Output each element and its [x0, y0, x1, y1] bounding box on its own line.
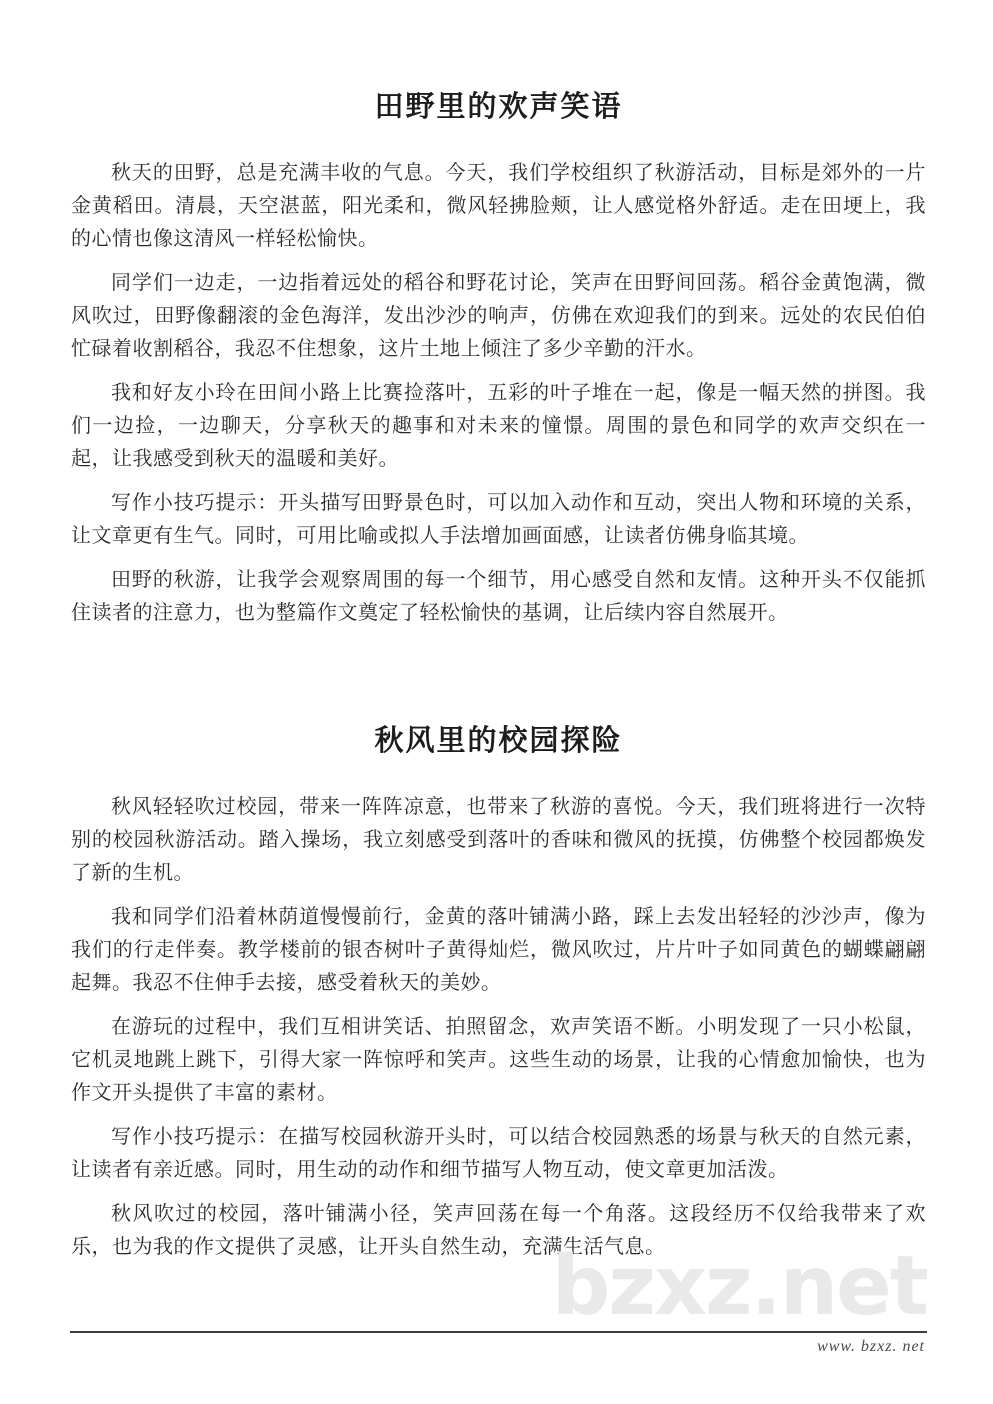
essay-2-paragraph-2: 我和同学们沿着林荫道慢慢前行，金黄的落叶铺满小路，踩上去发出轻轻的沙沙声，像为我们的行走伴奏。教学楼前的银杏树叶子黄得灿烂，微风吹过，片片叶子如同黄色的蝴蝶翩翩起舞。我忍不住伸手去接，感受着秋天的美妙。 — [71, 906, 926, 994]
essay-2-title: 秋风里的校园探险 — [374, 725, 623, 757]
essay-2-paragraph-1: 秋风轻轻吹过校园，带来一阵阵凉意，也带来了秋游的喜悦。今天，我们班将进行一次特别的校园秋游活动。踏入操场，我立刻感受到落叶的香味和微风的抚摸，仿佛整个校园都焕发了新的生机。 — [71, 796, 926, 884]
footer-url: www. bzxz. net — [817, 1338, 925, 1355]
essay-2-paragraph-3: 在游玩的过程中，我们互相讲笑话、拍照留念，欢声笑语不断。小明发现了一只小松鼠，它机灵地跳上跳下，引得大家一阵惊呼和笑声。这些生动的场景，让我的心情愈加愉快，也为作文开头提供了丰富的素材。 — [71, 1016, 926, 1104]
watermark-text: bzxz.net — [551, 1239, 927, 1334]
footer-divider — [70, 1331, 927, 1333]
essay-1-paragraph-4: 写作小技巧提示：开头描写田野景色时，可以加入动作和互动，突出人物和环境的关系，让文章更有生气。同时，可用比喻或拟人手法增加画面感，让读者仿佛身临其境。 — [71, 492, 926, 547]
essay-1-paragraph-3: 我和好友小玲在田间小路上比赛捡落叶，五彩的叶子堆在一起，像是一幅天然的拼图。我们一边捡，一边聊天，分享秋天的趣事和对未来的憧憬。周围的景色和同学的欢声交织在一起，让我感受到秋天的温暖和美好。 — [71, 382, 926, 470]
essay-1-title: 田野里的欢声笑语 — [374, 91, 623, 123]
essay-field-joy — [71, 84, 926, 630]
essay-2-paragraph-4: 写作小技巧提示：在描写校园秋游开头时，可以结合校园熟悉的场景与秋天的自然元素，让读者有亲近感。同时，用生动的动作和细节描写人物互动，使文章更加活泼。 — [71, 1126, 926, 1181]
page-content — [71, 0, 926, 1275]
essay-1-paragraph-5: 田野的秋游，让我学会观察周围的每一个细节，用心感受自然和友情。这种开头不仅能抓住读者的注意力，也为整篇作文奠定了轻松愉快的基调，让后续内容自然展开。 — [71, 569, 926, 624]
essay-1-paragraph-2: 同学们一边走，一边指着远处的稻谷和野花讨论，笑声在田野间回荡。稻谷金黄饱满，微风吹过，田野像翻滚的金色海洋，发出沙沙的响声，仿佛在欢迎我们的到来。远处的农民伯伯忙碌着收割稻谷，我忍不住想象，这片土地上倾注了多少辛勤的汗水。 — [71, 272, 926, 360]
essay-campus-adventure — [71, 718, 926, 1264]
essay-2-paragraph-5: 秋风吹过的校园，落叶铺满小径，笑声回荡在每一个角落。这段经历不仅给我带来了欢乐，也为我的作文提供了灵感，让开头自然生动，充满生活气息。 — [71, 1203, 926, 1258]
essay-1-paragraph-1: 秋天的田野，总是充满丰收的气息。今天，我们学校组织了秋游活动，目标是郊外的一片金黄稻田。清晨，天空湛蓝，阳光柔和，微风轻拂脸颊，让人感觉格外舒适。走在田埂上，我的心情也像这清风一样轻松愉快。 — [71, 162, 926, 250]
